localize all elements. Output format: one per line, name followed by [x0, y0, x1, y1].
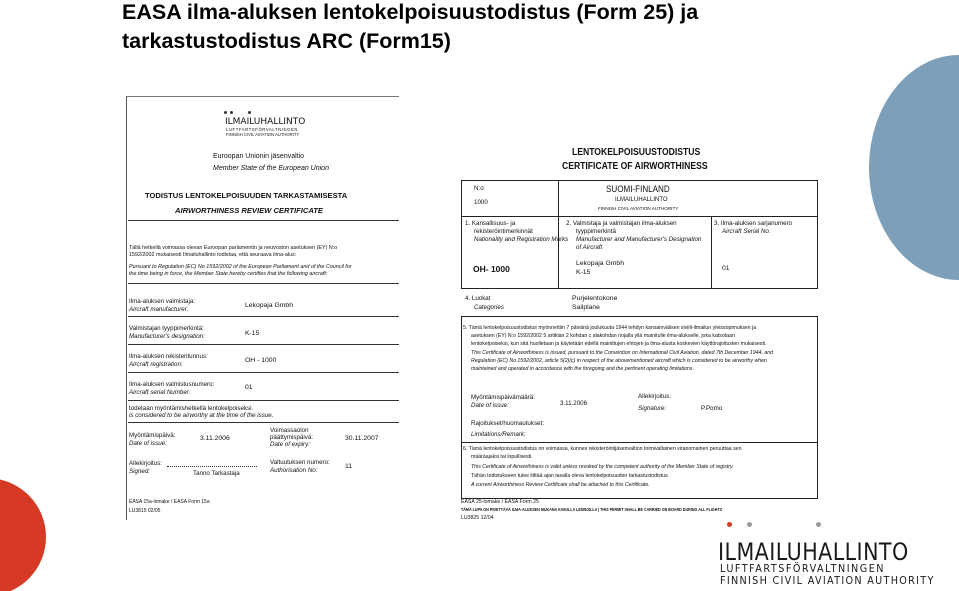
manufacturer-value: Lekopaja Gmbh [245, 302, 293, 309]
grid-line [558, 180, 559, 289]
box3-value: 01 [722, 265, 730, 272]
divider [128, 372, 399, 373]
box2-label-fi-2: tyyppimerkintä [576, 228, 616, 235]
auth-value: 11 [345, 463, 353, 470]
decorative-blue-circle [869, 55, 959, 280]
divider [128, 344, 399, 345]
box4-value-fi: Purjelentokone [572, 295, 618, 302]
intro-fi-2: 1592/2002 mukaisesti Ilmailuhallinto todistaa, että seuraava ilma-alus: [129, 252, 297, 258]
divider [128, 316, 399, 317]
registration-label-en: Aircraft registration: [129, 361, 183, 368]
expiry-label-fi-2: päättymispäivä: [270, 434, 313, 441]
limits-label-en: Limitations/Remark: [471, 431, 526, 438]
box3-label-fi: 3. Ilma-aluksen sarjanumero [714, 220, 793, 227]
intro-fi-1: Tällä hetkellä voimassa olevan Euroopan parlamentin ja neuvoston asetuksen (EY) N:o [129, 245, 338, 251]
box1-label-fi-1: 1. Kansallisuus- ja [465, 220, 516, 227]
box4-label-fi: 4. Luokat [465, 295, 491, 302]
form25-authority: ILMAILUHALLINTO [615, 197, 668, 203]
box1-label-en: Nationality and Registration Marks [474, 236, 569, 243]
box5-line-6: maintained and operated in accordance with the foregoing and the pertinent operating limitations. [471, 366, 694, 372]
form25-country: SUOMI-FINLAND [606, 184, 670, 195]
limits-label-fi: Rajoitukset/huomautukset: [471, 420, 544, 427]
slide-title-line-2: tarkastustodistus ARC (Form15) [122, 29, 451, 53]
auth-label-fi: Valtuutuksen numero: [270, 459, 330, 466]
considered-en: is considered to be airworthy at the time of the issue. [129, 412, 274, 419]
signature-label-en: Signature: [638, 405, 667, 412]
divider [128, 220, 399, 221]
form25-authority-en: FINNISH CIVIL AVIATION AUTHORITY [598, 206, 679, 211]
form25-no-label: N:o [474, 185, 484, 192]
issue-date-label-en: Date of issue: [471, 402, 509, 409]
logo-dot-icon [230, 111, 233, 114]
form15-footer-1: EASA 15a-lomake / EASA Form 15a [129, 499, 210, 505]
slide-title-line-1: EASA ilma-aluksen lentokelpoisuustodistus (Form 25) ja [122, 0, 699, 24]
form15-logo-sub1: LUFTFARTSFÖRVALTNINGEN [226, 127, 298, 132]
signed-label-en: Signed: [129, 468, 150, 475]
box1-value: OH- 1000 [473, 264, 510, 274]
box5-line-2: asetuksen (EY) N:o 1592/2002 5 artiklan 2 kohdan c alakohdan nojalla yllä mainitulle ilma-alukselle, joka katsotaan [471, 333, 735, 339]
box1-label-fi-2: rekisteröintimerkinnät [474, 228, 533, 235]
expiry-label-fi-1: Voimassaolon [270, 427, 309, 434]
issue-value: 3.11.2006 [200, 435, 230, 442]
box4-value-en: Sailplane [572, 304, 600, 311]
registration-label-fi: Ilma-aluksen rekisteritunnus: [129, 353, 208, 360]
serial-label-fi: Ilma-aluksen valmistusnumero: [129, 381, 215, 388]
logo-dot-icon [224, 111, 227, 114]
signed-label-fi: Allekirjoitus: [129, 460, 163, 467]
issue-label-en: Date of issue: [129, 440, 167, 447]
signature-label-fi: Allekirjoitus: [638, 393, 672, 400]
logo-name: ILMAILUHALLINTO [718, 538, 909, 566]
serial-value: 01 [245, 384, 253, 391]
registration-value: OH - 1000 [245, 357, 277, 364]
logo-grey-dot-icon [816, 522, 821, 527]
ilmailuhallinto-logo [716, 522, 956, 588]
expiry-label-en: Date of expiry: [270, 441, 310, 448]
expiry-value: 30.11.2007 [345, 435, 379, 442]
box6-line-5: A current Airworthiness Review Certificate shall be attached to this Certificate. [471, 482, 650, 488]
auth-label-en: Authorisation No: [270, 467, 318, 474]
box2-value-2: K-15 [576, 269, 591, 276]
manufacturer-label-fi: Ilma-aluksen valmistaja: [129, 298, 196, 305]
box6-line-4: Tähän todistukseen tulee liittää ajan tasalla oleva lentokelpoisuuden tarkastustodistus. [471, 473, 670, 479]
box6-line-3: This Certificate of Airworthiness is valid unless revoked by the competent authority of the Member State of registry. [471, 464, 734, 470]
logo-grey-dot-icon [747, 522, 752, 527]
designation-value: K-15 [245, 330, 260, 337]
airworthiness-review-certificate-scan [126, 96, 399, 520]
serial-label-en: Aircraft serial Number: [129, 389, 191, 396]
box2-label-en-1: Manufacturer and Manufacturer's Designation [576, 236, 702, 243]
form15-heading-en: AIRWORTHINESS REVIEW CERTIFICATE [175, 206, 323, 215]
issue-label-fi: Myöntämispäivä: [129, 432, 176, 439]
form15-logo-name: ILMAILUHALLINTO [225, 117, 306, 127]
logo-red-dot-icon [727, 522, 732, 527]
form15-heading-fi: TODISTUS LENTOKELPOISUUDEN TARKASTAMISESTA [145, 191, 348, 200]
manufacturer-label-en: Aircraft manufacturer: [129, 306, 189, 313]
box2-label-fi-1: 2. Valmistaja ja valmistajan ilma-aluksen [566, 220, 677, 227]
issue-date-value: 3.11.2006 [560, 400, 588, 407]
box2-label-en-2: of Aircraft [576, 244, 603, 251]
box4-label-en: Categories [474, 304, 504, 311]
signature-line [167, 466, 257, 467]
form25-title-fi: LENTOKELPOISUUSTODISTUS [572, 147, 701, 158]
form25-title-en: CERTIFICATE OF AIRWORTHINESS [562, 161, 708, 172]
box5-line-4: This Certificate of Airworthiness is issued, pursuant to the Convention on International Civil Aviation, dated 7th December 1944, and [471, 350, 774, 356]
form15-footer-2: LU3815 02/05 [129, 508, 161, 514]
logo-sub1: LUFTFARTSFÖRVALTNINGEN [720, 563, 885, 575]
designation-label-fi: Valmistajan tyyppimerkintä: [129, 325, 204, 332]
box5-line-1: 5. Tämä lentokelpoisuustodistus myönnettiin 7 päivänä joulukuuta 1944 tehdyn kansainvälisen siviili-ilmailun yleissopimuksen ja [463, 325, 757, 331]
form25-footer-1: EASA 25-lomake / EASA Form 25 [461, 499, 539, 505]
intro-en-2: the time being in force, the Member State hereby certifies that the following aircraft: [129, 271, 328, 277]
intro-en-1: Pursuant to Regulation (EC) No 1592/2002 of the European Parliament and of the Council for [129, 264, 352, 270]
box2-value-1: Lekopaja Gmbh [576, 260, 624, 267]
box6-line-1: 6. Tämä lentokelpoisuustodistus on voimassa, kunnes rekisteröintijäsenvaltion toimivaltainen viranomainen peruuttaa sen [463, 446, 742, 452]
logo-dot-icon [248, 111, 251, 114]
grid-line [461, 442, 818, 443]
box5-line-5: Regulation (EC) No 1592/2002, article 5(2)(c) in respect of the abovementioned aircraft which is considered to be airworthy when [471, 358, 767, 364]
decorative-red-circle [0, 478, 46, 591]
designation-label-en: Manufacturer's designation: [129, 333, 205, 340]
divider [128, 400, 399, 401]
box5-line-3: lentokelpoiseksi, kun sitä huolletaan ja käytetään edellä mainittujen ehtojen ja ilma-alusta koskevien käyttörajoitusten mukaisesti. [471, 341, 767, 347]
divider [128, 283, 399, 284]
box3-label-en: Aircraft Serial No. [722, 228, 771, 235]
signer-name: Tanno Tarkastaja [193, 470, 240, 477]
form25-footer-2: TÄMÄ LUPA ON PIDETTÄVÄ ILMA-ALUKSEN MUKANA KAIKILLA LENNOILLA | THIS PERMIT SHALL BE CARRIED ON BOARD DURING ALL FLIGHTS [461, 507, 723, 512]
logo-sub2: FINNISH CIVIL AVIATION AUTHORITY [720, 575, 935, 587]
form15-logo-sub2: FINNISH CIVIL AVIATION AUTHORITY [226, 132, 300, 137]
member-state-fi: Euroopan Unionin jäsenvaltio [213, 153, 305, 160]
grid-line [711, 216, 712, 289]
box6-line-2: määräajaksi tai lopullisesti. [471, 454, 533, 460]
grid-line [461, 216, 818, 217]
certificate-of-airworthiness-scan [458, 138, 820, 526]
issue-date-label-fi: Myöntämispäivämäärä: [471, 394, 535, 401]
signature-value: P.Pomo [701, 405, 723, 412]
form25-no-value: 1000 [474, 199, 488, 206]
form25-footer-3: LU3825 12/04 [461, 515, 494, 521]
member-state-en: Member State of the European Union [213, 165, 329, 172]
divider [128, 422, 399, 423]
considered-fi: todetaan myöntämishetkellä lentokelpoiseksi. [129, 405, 254, 412]
slide-title [122, 0, 822, 56]
